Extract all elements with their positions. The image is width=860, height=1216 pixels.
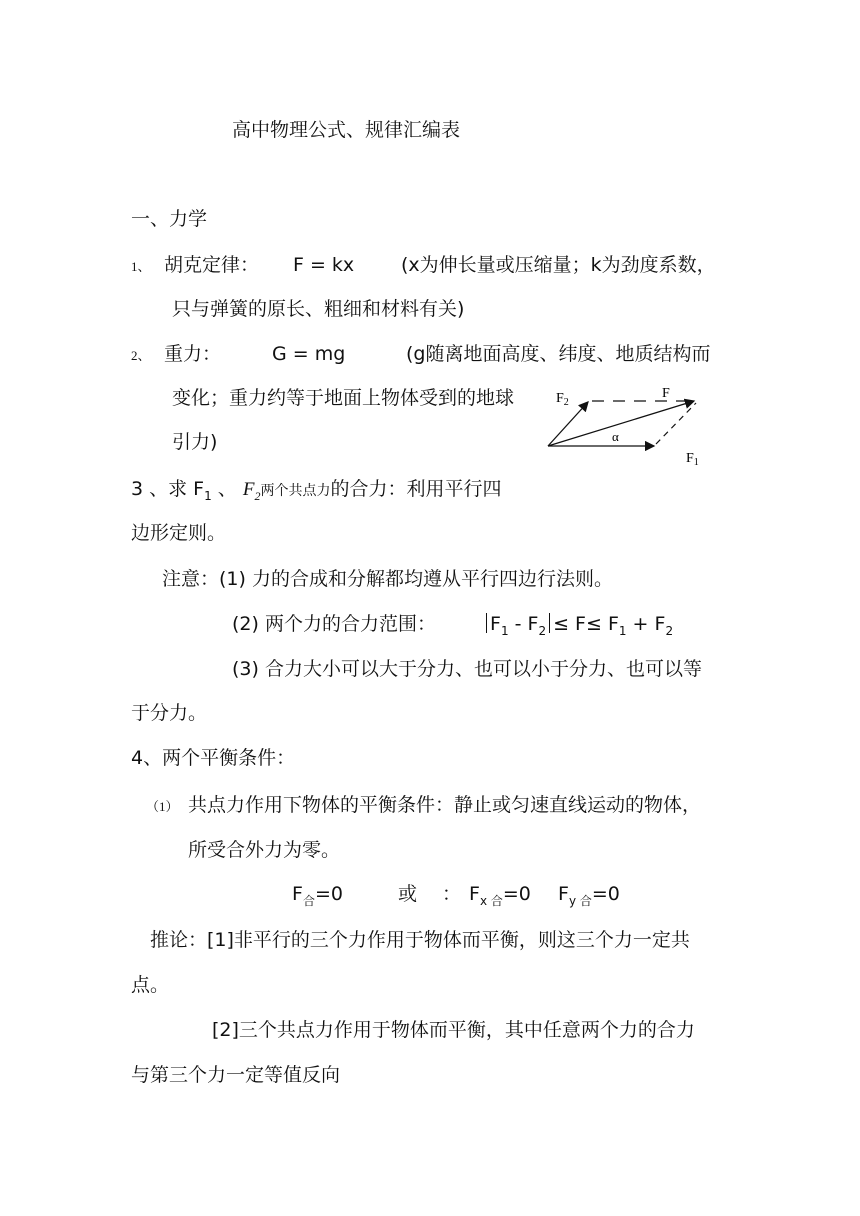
note-1: 注意：(1) 力的合成和分解都均遵从平行四边行法则。 <box>162 568 613 590</box>
equilibrium-equation: $F_合=0$ 或 ： $F_{x 合}=0$ $F_{y 合}=0$ <box>292 883 620 908</box>
resultant-f-arrow <box>548 401 694 446</box>
note-2-label: (2) 两个力的合力范围： <box>232 613 436 635</box>
item-2-note-b: 变化；重力约等于地面上物体受到的地球 <box>172 387 515 409</box>
note-3-b: 于分力。 <box>131 702 208 724</box>
force-parallelogram-diagram <box>540 380 720 470</box>
item-1-formula: F = kx <box>293 254 355 276</box>
section-heading-mechanics: 一、力学 <box>131 208 208 230</box>
note-2 <box>232 612 674 638</box>
item-2-formula: G = mg <box>272 343 346 365</box>
item-3-line-1: 3 、求 $F_1$ 、 $F_2$两个共点力的合力：利用平行四 <box>131 478 502 503</box>
item-1-note-b: 只与弹簧的原长、粗细和材料有关) <box>172 298 465 320</box>
item-4-point-1-text-b: 所受合外力为零。 <box>188 839 341 861</box>
item-2-note-a: (g随离地面高度、纬度、地质结构而 <box>406 343 711 365</box>
inference-2-b: 与第三个力一定等值反向 <box>131 1064 341 1086</box>
item-2-label: 重力： <box>164 343 222 365</box>
item-1-note-a: (x为伸长量或压缩量；k为劲度系数， <box>401 254 716 276</box>
item-1-number: 1、 <box>131 259 151 274</box>
item-1-label: 胡克定律： <box>164 254 260 276</box>
item-1-line-1 <box>131 253 716 279</box>
item-2-number: 2、 <box>131 348 151 363</box>
page-title: 高中物理公式、规律汇编表 <box>232 119 461 141</box>
item-4-point-1-text-a: 共点力作用下物体的平衡条件：静止或匀速直线运动的物体， <box>188 794 702 816</box>
label-f2: $F_2$ <box>556 391 569 408</box>
dashed-edge-right <box>656 403 696 444</box>
item-4-point-1 <box>146 793 702 819</box>
label-f1: $F_1$ <box>686 451 699 468</box>
inference-2-a: [2]三个共点力作用于物体而平衡，其中任意两个力的合力 <box>212 1019 695 1041</box>
label-alpha: α <box>612 429 619 444</box>
item-4-point-1-number: （1） <box>146 799 179 814</box>
resultant-range-formula: $F_1 - F_2 \le F\le F_1 + F_2$ <box>483 612 673 636</box>
note-3-a: (3) 合力大小可以大于分力、也可以小于分力、也可以等 <box>232 658 702 680</box>
inference-1-b: 点。 <box>131 974 170 996</box>
item-2-note-c: 引力) <box>172 431 218 453</box>
label-f: F <box>662 386 670 401</box>
item-2-line-1 <box>131 342 711 368</box>
item-3-line-2: 边形定则。 <box>131 522 227 544</box>
inference-1-a: 推论：[1]非平行的三个力作用于物体而平衡，则这三个力一定共 <box>150 929 690 951</box>
item-4-title: 4、两个平衡条件： <box>131 747 296 769</box>
